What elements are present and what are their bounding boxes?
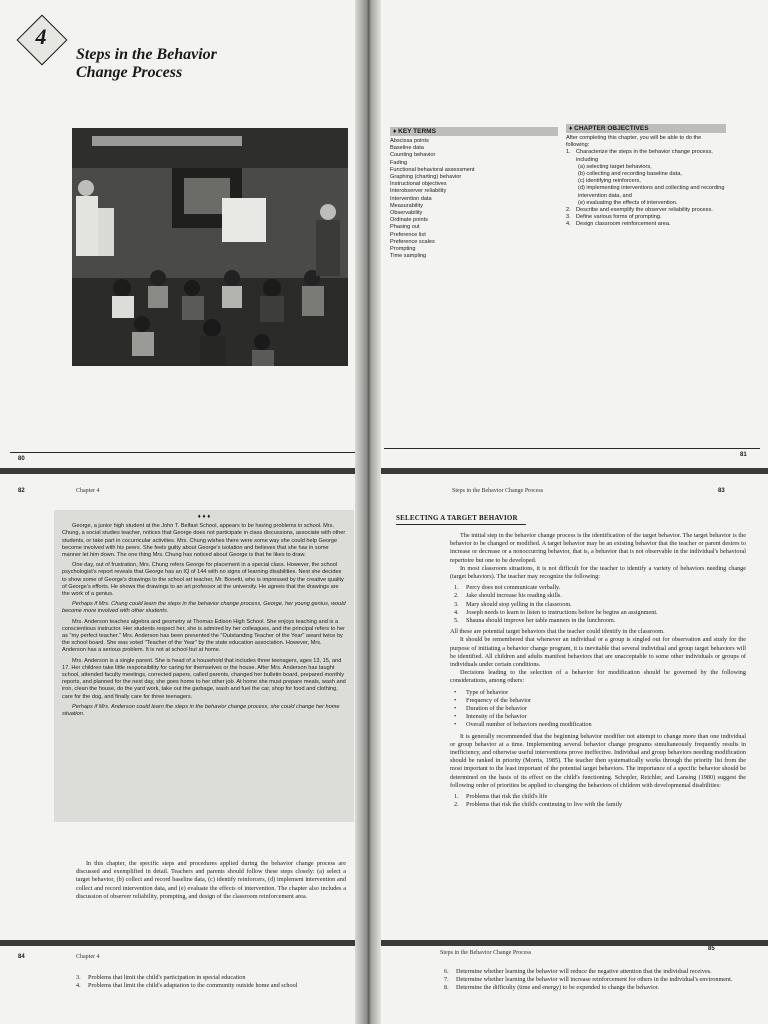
case-study-box [54, 510, 354, 822]
consideration-item [454, 705, 746, 713]
section-heading-rule [396, 524, 526, 525]
case-paragraph: Mrs. Anderson teaches algebra and geometry at Thomas Edison High School. She enjoys teaching and is a conscientious instructor. Her students respect her, she is admired by her colleagues, and the principal refers to her as "my perfect teacher." Mrs. Anderson has been presented the "Outstanding Teacher of the Year" award twice by the school board. She was voted "Teacher of the Year" by the state education association. However, Mrs. Anderson has a serious problem. It is not at school but at home. [62, 618, 345, 654]
determination-item-number: 7. [444, 976, 449, 984]
key-term: Preference scales [390, 238, 435, 245]
objective-item [566, 178, 726, 185]
target-behavior-item-text: Jake should increase his reading skills. [466, 592, 562, 600]
priority-item-number: 3. [76, 974, 81, 981]
classroom-photo [72, 128, 348, 366]
key-terms-box [390, 127, 558, 260]
page-84-folio: 84 [18, 954, 25, 960]
key-term: Preference list [390, 231, 426, 238]
case-ornament: ♦ ♦ ♦ [197, 514, 211, 520]
consideration-text: Intensity of the behavior [466, 713, 527, 721]
page-83-body [450, 532, 746, 810]
target-behavior-para-5: Decisions leading to the selection of a behavior for modification should be governed by the following considerations, among others: [450, 669, 746, 685]
target-behavior-item-number: 4. [454, 608, 459, 616]
page-84 [0, 946, 360, 1024]
consideration-item [454, 721, 746, 729]
determination-item [444, 984, 758, 992]
page-80-folio: 80 [18, 456, 25, 462]
key-term: Ordinate points [390, 217, 428, 224]
key-term: Prompting [390, 246, 416, 253]
priority-item [76, 974, 348, 982]
priority-item-text: Problems that risk the child's continuing to live with the family [466, 801, 623, 809]
chapter-number: 4 [35, 24, 47, 49]
key-term: Observability [390, 210, 423, 217]
bullet-icon: • [454, 721, 457, 729]
bullet-icon: • [454, 713, 457, 721]
page-84-running-head: Chapter 4 [76, 954, 100, 960]
priority-item [454, 793, 746, 801]
objective-text: (d) implementing interventions and collecting and recording intervention data, and [578, 185, 725, 199]
priority-list [454, 793, 746, 809]
determination-item-text: Determine whether learning the behavior will increase reinforcement for others in the individual's environment. [456, 976, 733, 984]
chapter-intro-paragraph: In this chapter, the specific steps and procedures applied during the behavior change process are discussed and exemplified in detail. Teachers and parents should follow these steps closely: (a) select a target behavior, (b) collect and record baseline data, (c) identify reinforcers, (d) implement intervention and collect and record intervention data, and (e) evaluate the effects of intervention. The chapter also includes a discussion of observer reliability, prompting, and design of the classroom reinforcement area. [76, 860, 346, 900]
consideration-item [454, 713, 746, 721]
chapter-objectives-box [566, 124, 726, 229]
case-paragraph: George, a junior high student at the John T. Belfast School, appears to be having problems in school. Mrs. Chung, a social studies teacher, notices that George does not participate in class discussions, associate with other students, or take part in cocurricular activities. Mrs. Chung wishes there were some way she could help George become involved with his peers. She feels guilty about George's isolation and believes that she has in some manner let him down. The one thing Mrs. Chung has noticed about George is that he likes to draw. [62, 523, 346, 559]
determination-item [444, 976, 758, 984]
consideration-text: Duration of the behavior [466, 705, 527, 713]
objective-text: (c) identifying reinforcers, [578, 178, 641, 185]
priority-list-continued [76, 974, 348, 990]
target-behavior-item-text: Joseph needs to learn to listen to instructions before he begins an assignment. [466, 608, 658, 616]
target-behavior-item [454, 601, 746, 609]
target-behavior-item-number: 3. [454, 600, 459, 608]
target-behavior-item-number: 1. [454, 584, 459, 592]
behavior-determination-list [444, 968, 758, 993]
target-behavior-item [454, 617, 746, 625]
key-term: Functional behavioral assessment [390, 166, 475, 173]
target-behavior-item-number: 5. [454, 617, 459, 625]
selection-considerations-list [454, 689, 746, 730]
page-80-bottom-rule [10, 452, 355, 453]
chapter-objectives-heading-text: CHAPTER OBJECTIVES [574, 125, 649, 132]
objective-item [566, 171, 726, 178]
target-behavior-item-text: Mary should stop yelling in the classroom. [466, 600, 572, 608]
objective-number: 1. [566, 149, 571, 156]
key-term: Interobserver reliability [390, 188, 447, 195]
page-83-running-head: Steps in the Behavior Change Process [452, 488, 544, 494]
classroom-photo-image [72, 128, 348, 366]
chapter-objectives-heading: ♦ CHAPTER OBJECTIVES [566, 124, 726, 133]
page-82-running-head: Chapter 4 [76, 488, 100, 494]
objectives-intro: After completing this chapter, you will be able to do the following: [566, 135, 702, 149]
objective-text: (b) collecting and recording baseline data, [578, 171, 682, 178]
objective-item [566, 164, 726, 171]
case-paragraph: Mrs. Anderson is a single parent. She is head of a household that includes three teenagers, ages 13, 15, and 17. Her children take little responsibility for caring for themselves or the house. After Mrs. Anderson has taught school, attended faculty meetings, corrected papers, called parents, changed her bulletin board, prepared monthly reports, and planned for the next day, she goes home to her other job. At home she must prepare meals, wash and iron, clean the house, do the yard work, take out the garbage, wash and fuel the car, shop for food and clothing, care for the dog, and finally care for three teenagers. [62, 657, 346, 700]
determination-item [444, 968, 758, 976]
consideration-text: Type of behavior [466, 688, 509, 696]
target-behavior-item-text: Shauna should improve her table manners in the lunchroom. [466, 617, 616, 625]
bullet-icon: • [454, 705, 457, 713]
objective-item [566, 221, 726, 228]
target-behavior-para-3: All these are potential target behaviors that the teacher could identify in the classroom. [450, 628, 665, 636]
objective-text: Define various forms of prompting. [576, 214, 662, 221]
key-term: Intervention data [390, 195, 432, 202]
priority-item-number: 2. [454, 801, 459, 809]
objective-text: Characterize the steps in the behavior change process, including [576, 149, 713, 163]
objective-item [566, 214, 726, 221]
objective-item [566, 200, 726, 207]
priority-item-number: 4. [76, 982, 81, 990]
target-behavior-item [454, 609, 746, 617]
priority-item [454, 801, 746, 809]
key-terms-list [390, 138, 558, 260]
page-83 [378, 474, 768, 940]
key-term: Baseline data [390, 145, 424, 152]
key-term: Measurability [390, 202, 423, 209]
key-term: Time sampling [390, 253, 427, 260]
consideration-text: Overall number of behaviors needing modification [466, 721, 592, 729]
consideration-item [454, 697, 746, 705]
key-term: Instructional objectives [390, 181, 447, 188]
priority-item-text: Problems that limit the child's participation in special education [88, 974, 246, 981]
objective-text: Design classroom reinforcement area. [576, 221, 671, 228]
bullet-icon: • [454, 696, 457, 704]
case-paragraph: Perhaps if Mrs. Chung could learn the steps in the behavior change process, George, her young genius, would become more involved with other students. [62, 601, 346, 615]
priority-item-text: Problems that limit the child's adaptation to the community outside home and school [88, 982, 298, 990]
potential-target-behaviors-list [454, 584, 746, 625]
consideration-text: Frequency of the behavior [466, 696, 532, 704]
objective-item [566, 207, 726, 214]
priority-item-text: Problems that risk the child's life [466, 793, 548, 801]
determination-item-text: Determine whether learning the behavior will reduce the negative attention that the individual receives. [456, 968, 712, 975]
page-82-folio: 82 [18, 488, 25, 494]
objective-item [566, 149, 726, 163]
objective-text: (e) evaluating the effects of intervention. [578, 199, 678, 206]
book-gutter [355, 0, 381, 1024]
chapter-title-line-2: Change Process [76, 64, 183, 81]
objective-text: (a) selecting target behaviors, [578, 163, 652, 170]
target-behavior-item [454, 592, 746, 600]
objective-item [566, 185, 726, 199]
bullet-icon: • [454, 688, 457, 696]
target-behavior-para-2: In most classroom situations, it is not difficult for the teacher to identify a variety of behaviors needing change (target behaviors). The teacher may recognize the following: [450, 564, 746, 581]
chapter-title [76, 46, 336, 82]
page-85-folio: 85 [708, 946, 715, 952]
objectives-list [566, 149, 726, 228]
key-terms-heading: ♦ KEY TERMS [390, 127, 558, 136]
case-paragraph: Perhaps if Mrs. Anderson could learn the steps in the behavior change process, she could change her home situation. [62, 703, 340, 718]
key-term: Fading [390, 159, 408, 166]
page-83-folio: 83 [718, 488, 725, 494]
determination-item-number: 8. [444, 984, 449, 992]
chapter-title-line-1: Steps in the Behavior [76, 46, 217, 63]
case-paragraphs [62, 523, 346, 718]
objective-number: 3. [566, 214, 571, 221]
page-81-bottom-rule [384, 448, 760, 449]
target-behavior-para-4: It should be remembered that whenever an individual or a group is singled out for observation and study for the purpose of initiating a behavior change program, it is inevitable that several individual and group target behaviors will be identified. All children and adults manifest behaviors that are unacceptable to some other individuals or groups of individuals under certain conditions. [450, 636, 746, 669]
consideration-item [454, 689, 746, 697]
page-82 [0, 474, 360, 940]
target-behavior-para-6: It is generally recommended that the beginning behavior modifier not attempt to change more than one individual or group behavior at a time. Implementing several behavior change programs simultaneously frequently results in inefficiency, and otherwise useful interventions prove ineffective. Individual and group behaviors needing modification should be ranked in priority (Morris, 1985). The teacher then systematically works through the priority list from the most important to the least important of the potential target behaviors. The importance of a specific behavior should be determined on the basis of its effect on the child's functioning. Schopler, Reichler, and Lansing (1980) suggest the following order of priorities be applied to changing the behaviors of children with developmental disabilities: [450, 732, 746, 789]
target-behavior-item-text: Percy does not communicate verbally. [466, 584, 561, 592]
priority-item-number: 1. [454, 793, 459, 801]
section-heading: SELECTING A TARGET BEHAVIOR [396, 514, 518, 522]
key-term: Phasing out [390, 224, 420, 231]
target-behavior-item [454, 584, 746, 592]
key-term: Graphing (charting) behavior [390, 174, 462, 181]
key-terms-heading-text: KEY TERMS [398, 128, 436, 135]
page-81 [378, 0, 768, 468]
key-term: Counting behavior [390, 152, 436, 159]
objective-number: 2. [566, 207, 571, 214]
objective-number: 4. [566, 221, 571, 228]
key-term: Abscissa points [390, 138, 429, 144]
page-80 [0, 0, 360, 468]
page-85 [378, 946, 768, 1024]
page-85-running-head: Steps in the Behavior Change Process [440, 950, 532, 956]
target-behavior-item-number: 2. [454, 592, 459, 600]
determination-item-number: 6. [444, 968, 449, 975]
priority-item [76, 982, 348, 990]
determination-item-text: Determine the difficulty (time and energy) to be expended to change the behavior. [456, 984, 660, 992]
case-paragraph: One day, out of frustration, Mrs. Chung refers George for placement in a special class. However, the school psychologist's report reveals that George has an IQ of 144 with no signs of learning disabilities. Next she decides to show some of George's drawings to the school art teacher, Mr. Bonetti, who is impressed by the creative quality of George's efforts. He shows the drawings to an art professor at the university. He agrees that the drawings are the work of a genius. [62, 562, 344, 598]
target-behavior-para-1: The initial step in the behavior change process is the identification of the target behavior. The target behavior is the behavior to be changed or modified. A target behavior may be an existing behavior that the teacher or parent desires to increase or decrease or a nonoccurring behavior, that is, a behavior that is not observable in the individual's behavioral repertoire but one to be developed. [450, 532, 746, 564]
page-81-folio: 81 [740, 452, 747, 458]
objective-text: Describe and exemplify the observer reliability process. [576, 207, 713, 214]
